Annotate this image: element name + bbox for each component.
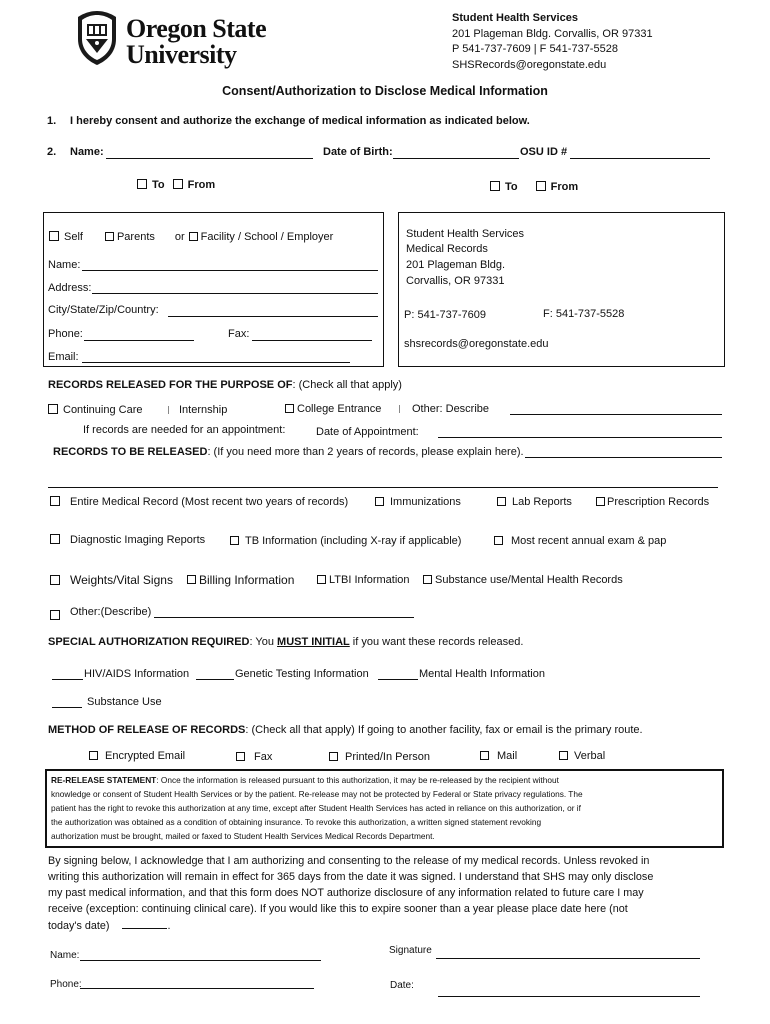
verbal-checkbox[interactable] [559,751,568,760]
other-records-option: Other:(Describe) [50,606,151,618]
imaging-checkbox[interactable] [50,534,60,544]
osu-seal-icon [72,9,122,67]
party-address-label: Address: [48,282,92,294]
other-purpose-checkbox[interactable] [399,405,400,413]
other-records-checkbox[interactable] [50,610,60,620]
sig-date-label: Date: [390,980,414,991]
fax-option: Fax [236,751,272,763]
annual-exam-checkbox[interactable] [494,536,503,545]
to-left-label: To [152,179,165,191]
party-name-label: Name: [48,259,81,271]
party-phone-label: Phone: [48,328,83,340]
item-1-text: I hereby consent and authorize the exchange of medical information as indicated below. [70,115,530,127]
tb-checkbox[interactable] [230,536,239,545]
mail-option: Mail [480,750,517,762]
appointment-date-label: Date of Appointment: [316,426,419,438]
college-option: College Entrance [285,403,381,415]
continuing-care-checkbox[interactable] [48,404,58,414]
sig-signature-field[interactable] [436,947,700,959]
sig-signature-label: Signature [389,945,432,956]
substance-records-checkbox[interactable] [423,575,432,584]
party-type-row [49,231,333,243]
substance-records-option: Substance use/Mental Health Records [423,574,623,586]
from-left-checkbox[interactable] [173,179,183,189]
parents-checkbox[interactable] [105,232,114,241]
encrypted-option: Encrypted Email [89,750,185,762]
internship-checkbox[interactable] [168,406,169,414]
records-explain-field-1[interactable] [525,446,722,458]
imaging-option: Diagnostic Imaging Reports [50,534,205,546]
sig-name-field[interactable] [80,949,321,961]
ltbi-option: LTBI Information [317,574,410,586]
to-left-checkbox[interactable] [137,179,147,189]
printed-option: Printed/In Person [329,751,430,763]
genetic-label: Genetic Testing Information [235,668,369,680]
other-purpose-option: Other: Describe [399,403,489,415]
shs-fax: F: 541-737-5528 [543,308,625,320]
parents-label: Parents [116,231,155,243]
osu-id-field[interactable] [570,147,710,159]
encrypted-checkbox[interactable] [89,751,98,760]
party-city-field[interactable] [168,305,378,317]
verbal-option: Verbal [559,750,605,762]
other-purpose-field[interactable] [510,403,722,415]
continuing-care-option: Continuing Care [48,404,143,416]
appointment-note: If records are needed for an appointment: [83,424,286,436]
prescription-checkbox[interactable] [596,497,605,506]
party-email-field[interactable] [82,351,350,363]
party-fax-label: Fax: [228,328,250,340]
party-name-field[interactable] [82,259,378,271]
special-heading: SPECIAL AUTHORIZATION REQUIRED: You MUST INITIAL if you want these records released. [48,636,524,648]
substance-label: Substance Use [87,696,162,708]
item-2-number: 2. [47,146,57,158]
substance-initial-field[interactable] [52,696,82,708]
shs-line-3: 201 Plageman Bldg. [406,259,506,271]
to-right-checkbox[interactable] [490,181,500,191]
mental-initial-field[interactable] [378,668,418,680]
name-field[interactable] [106,147,313,159]
sig-phone-field[interactable] [80,977,314,989]
entire-record-checkbox[interactable] [50,496,60,506]
self-checkbox[interactable] [49,231,59,241]
from-right-checkbox[interactable] [536,181,546,191]
method-heading: METHOD OF RELEASE OF RECORDS: (Check all that apply) If going to another facility, fax or email is the primary route. [48,724,643,736]
party-phone-field[interactable] [84,329,194,341]
mail-checkbox[interactable] [480,751,489,760]
self-label: Self [64,231,83,243]
logo-line-1: Oregon State [126,14,267,43]
records-heading: RECORDS TO BE RELEASED: (If you need more than 2 years of records, please explain here). [53,446,524,458]
direction-right [490,181,578,193]
immunizations-checkbox[interactable] [375,497,384,506]
shs-line-4: Corvallis, OR 97331 [406,275,505,287]
contact-address: 201 Plageman Bldg. Corvallis, OR 97331 [452,28,653,40]
logo-line-2: University [126,40,237,69]
sig-phone-label: Phone: [50,979,82,990]
party-city-label: City/State/Zip/Country: [48,304,159,316]
rerelease-text: RE-RELEASE STATEMENT: Once the information is released pursuant to this authorization, it may be re-released by the recipient without knowledge or consent of Student Health Services or by the patient. Re-release may not be protected by Federal or State privacy regulations. The patient has the right to revoke this authorization at any time, except after Student Health Services has acted in reliance on this authorization, or if the authorization was obtained as a condition of obtaining insurance. To revoke this authorization, a written signed statement revoking authorization must be brought, mailed or faxed to Student Health Services Medical Records Department. [51,775,583,841]
facility-checkbox[interactable] [189,232,198,241]
form-title: Consent/Authorization to Disclose Medical Information [222,84,548,98]
contact-phones: P 541-737-7609 | F 541-737-5528 [452,43,618,55]
weights-option: Weights/Vital Signs [50,573,173,587]
hiv-label: HIV/AIDS Information [84,668,190,680]
name-label: Name: [70,146,104,158]
from-right-label: From [550,181,579,193]
mental-label: Mental Health Information [419,668,545,680]
contact-email: SHSRecords@oregonstate.edu [452,59,607,71]
other-records-field[interactable] [154,606,414,618]
immunizations-option: Immunizations [375,496,461,508]
genetic-initial-field[interactable] [196,668,234,680]
billing-checkbox[interactable] [187,575,196,584]
internship-option: Internship [168,404,227,416]
tb-option: TB Information (including X-ray if applicable) [230,535,461,547]
sig-date-field[interactable] [438,985,700,997]
shs-phone: P: 541-737-7609 [404,309,486,321]
appointment-date-field[interactable] [438,426,722,438]
contact-title: Student Health Services [452,12,578,24]
ltbi-checkbox[interactable] [317,575,326,584]
entire-record-option: Entire Medical Record (Most recent two years of records) [50,496,348,508]
lab-option: Lab Reports [497,496,572,508]
billing-option: Billing Information [187,573,294,587]
purpose-heading: RECORDS RELEASED FOR THE PURPOSE OF: (Check all that apply) [48,379,402,391]
prescription-option: Prescription Records [596,496,709,508]
lab-checkbox[interactable] [497,497,506,506]
dob-field[interactable] [393,147,519,159]
hiv-initial-field[interactable] [52,668,83,680]
records-explain-field-2[interactable] [48,476,718,488]
college-checkbox[interactable] [285,404,294,413]
dob-label: Date of Birth: [323,146,393,158]
party-fax-field[interactable] [252,329,372,341]
weights-checkbox[interactable] [50,575,60,585]
annual-exam-option: Most recent annual exam & pap [494,535,666,547]
or-label: or [174,231,185,243]
facility-label: Facility / School / Employer [200,231,334,243]
expire-date-field[interactable] [122,917,167,929]
osu-logo [72,9,277,69]
shs-line-2: Medical Records [406,243,488,255]
acknowledgement: By signing below, I acknowledge that I am authorizing and consenting to the release of my medical records. Unless revoked in writing this authorization will remain in effect for 365 days from the date it was signed. I understand that SHS may only disclose my past medical information, and that this form does NOT authorize disclosure of any information related to future care I may receive (exception: continuing clinical care). If you would like this to expire sooner than a year please place date here (not today's date) . [48,855,654,932]
sig-name-label: Name: [50,950,80,961]
osu-id-label: OSU ID # [520,146,568,158]
to-right-label: To [505,181,518,193]
party-address-field[interactable] [92,282,378,294]
from-left-label: From [187,179,216,191]
printed-checkbox[interactable] [329,752,338,761]
shs-line-1: Student Health Services [406,228,525,240]
fax-checkbox[interactable] [236,752,245,761]
shs-email: shsrecords@oregonstate.edu [404,338,549,350]
party-email-label: Email: [48,351,79,363]
item-1-number: 1. [47,115,57,127]
direction-left [137,179,215,191]
